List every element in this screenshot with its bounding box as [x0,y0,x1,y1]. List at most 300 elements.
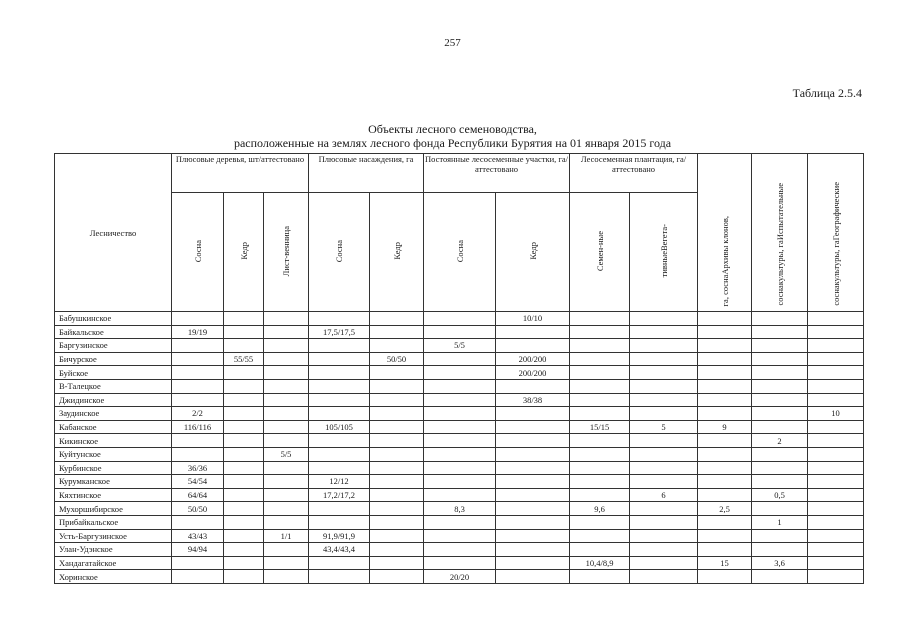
table-cell [808,570,864,584]
header-seed-plots: Постоянные лесосеменные участки, га/аттестовано [424,154,570,193]
table-cell [224,434,264,448]
subheader-kedr-2: Кедр [370,193,424,312]
table-cell: 15 [698,556,752,570]
table-cell [698,488,752,502]
table-cell [808,352,864,366]
table-cell [264,461,309,475]
table-cell [752,461,808,475]
table-cell [309,352,370,366]
table-cell [698,515,752,529]
table-row [55,325,864,339]
table-cell [224,529,264,543]
table-cell [172,379,224,393]
table-cell [424,475,496,489]
table-cell [172,339,224,353]
table-cell [808,529,864,543]
table-row [55,379,864,393]
table-cell [370,502,424,516]
table-cell [630,393,698,407]
table-cell [808,312,864,326]
table-cell [570,339,630,353]
table-cell [698,407,752,421]
table-cell: 43,4/43,4 [309,543,370,557]
table-cell [808,366,864,380]
table-cell [224,570,264,584]
row-lesnichestvo-name: Курумканское [55,475,172,489]
table-cell: 94/94 [172,543,224,557]
table-cell: 54/54 [172,475,224,489]
table-cell [370,461,424,475]
table-cell [496,488,570,502]
table-cell [496,407,570,421]
table-cell [224,461,264,475]
table-cell [570,379,630,393]
table-cell: 17,2/17,2 [309,488,370,502]
table-cell [808,434,864,448]
table-cell [752,570,808,584]
table-cell [698,475,752,489]
header-seed-plantation: Лесосеменная плантация, га/аттестовано [570,154,698,193]
table-row [55,475,864,489]
table-cell [698,325,752,339]
table-cell [570,352,630,366]
table-cell [496,461,570,475]
table-cell [752,502,808,516]
table-cell [309,379,370,393]
table-cell [630,366,698,380]
table-cell [752,475,808,489]
table-cell [424,515,496,529]
table-row [55,556,864,570]
table-cell [808,420,864,434]
table-row [55,570,864,584]
table-cell [698,339,752,353]
header-geo-cultures: соснакультуры, гаГеографические [808,154,864,312]
table-cell [496,325,570,339]
row-lesnichestvo-name: Байкальское [55,325,172,339]
table-cell [630,461,698,475]
table-cell [309,570,370,584]
table-cell [808,339,864,353]
table-cell [630,570,698,584]
table-cell: 5/5 [424,339,496,353]
table-cell [630,325,698,339]
table-cell [309,461,370,475]
row-lesnichestvo-name: Хоринское [55,570,172,584]
table-cell [808,515,864,529]
table-cell [172,393,224,407]
table-cell [424,312,496,326]
table-cell [370,325,424,339]
table-cell [808,461,864,475]
table-cell: 105/105 [309,420,370,434]
table-cell [808,379,864,393]
subheader-sosna-3: Сосна [424,193,496,312]
table-cell [309,434,370,448]
table-cell [424,352,496,366]
table-cell [370,488,424,502]
table-cell [370,339,424,353]
subheader-sosna-2: Сосна [309,193,370,312]
table-cell [424,447,496,461]
table-cell [752,339,808,353]
table-cell [424,420,496,434]
table-cell [224,475,264,489]
table-cell [808,325,864,339]
table-cell [630,339,698,353]
table-cell [309,515,370,529]
table-cell [808,502,864,516]
table-cell: 20/20 [424,570,496,584]
table-cell: 9 [698,420,752,434]
table-cell [630,379,698,393]
subheader-listvennica: Лист-венница [264,193,309,312]
table-cell [224,515,264,529]
table-cell: 10 [808,407,864,421]
header-plus-stands: Плюсовые насаждения, га [309,154,424,193]
subheader-sosna-1: Сосна [172,193,224,312]
table-cell [370,570,424,584]
table-cell [752,420,808,434]
table-cell [752,325,808,339]
table-cell [570,325,630,339]
row-lesnichestvo-name: Хандагатайское [55,556,172,570]
table-cell [630,515,698,529]
table-row [55,312,864,326]
table-cell [224,393,264,407]
table-cell: 0,5 [752,488,808,502]
table-cell [630,434,698,448]
table-cell [630,312,698,326]
table-cell: 50/50 [370,352,424,366]
table-cell [630,502,698,516]
table-cell [309,312,370,326]
row-lesnichestvo-name: Кабанское [55,420,172,434]
table-cell [570,461,630,475]
row-lesnichestvo-name: Усть-Баргузинское [55,529,172,543]
row-lesnichestvo-name: Бичурское [55,352,172,366]
table-cell [630,556,698,570]
table-row [55,407,864,421]
table-cell [570,488,630,502]
table-cell [370,556,424,570]
row-lesnichestvo-name: Бабушкинское [55,312,172,326]
table-cell [570,393,630,407]
table-cell [630,543,698,557]
table-cell: 5 [630,420,698,434]
subheader-kedr-1: Кедр [224,193,264,312]
table-cell [808,475,864,489]
table-cell [496,515,570,529]
table-cell [424,393,496,407]
table-cell [496,543,570,557]
table-cell [264,325,309,339]
table-cell [264,352,309,366]
subheader-kedr-3: Кедр [496,193,570,312]
table-cell: 19/19 [172,325,224,339]
table-cell [309,339,370,353]
table-cell [264,502,309,516]
table-cell [570,570,630,584]
row-lesnichestvo-name: В-Талецкое [55,379,172,393]
table-cell [370,393,424,407]
table-cell [630,475,698,489]
table-cell [370,543,424,557]
table-cell [370,379,424,393]
table-cell [172,434,224,448]
table-label: Таблица 2.5.4 [792,86,862,100]
table-cell [264,407,309,421]
title-line-1: Объекты лесного семеноводства, [368,122,537,136]
table-cell: 2/2 [172,407,224,421]
header-test-cultures: соснакультуры, гаИспытательные [752,154,808,312]
table-cell [698,447,752,461]
row-lesnichestvo-name: Кикинское [55,434,172,448]
table-cell: 8,3 [424,502,496,516]
table-cell [224,447,264,461]
row-lesnichestvo-name: Куйтунское [55,447,172,461]
table-cell [264,434,309,448]
row-lesnichestvo-name: Кяхтинское [55,488,172,502]
table-cell [752,366,808,380]
table-cell [264,393,309,407]
subheader-semennye: Семен-ные [570,193,630,312]
row-lesnichestvo-name: Улан-Удэнское [55,543,172,557]
table-cell [570,475,630,489]
table-cell [570,515,630,529]
table-cell [370,407,424,421]
table-cell: 6 [630,488,698,502]
header-lesnichestvo: Лесничество [55,154,172,312]
table-cell: 5/5 [264,447,309,461]
table-cell [309,393,370,407]
table-cell [224,543,264,557]
table-cell [309,447,370,461]
table-cell [424,434,496,448]
table-cell [496,502,570,516]
table-cell [370,515,424,529]
table-cell [496,447,570,461]
header-plus-trees: Плюсовые деревья, шт/аттестовано [172,154,309,193]
table-cell [264,570,309,584]
table-cell [424,556,496,570]
table-cell [496,339,570,353]
table-cell [264,339,309,353]
table-cell: 2,5 [698,502,752,516]
table-cell [698,461,752,475]
title-line-2: расположенные на землях лесного фонда Республики Бурятия на 01 января 2015 года [233,136,672,150]
table-cell [698,570,752,584]
table-cell [630,447,698,461]
table-cell [808,447,864,461]
table-cell [630,352,698,366]
row-lesnichestvo-name: Джидинское [55,393,172,407]
row-lesnichestvo-name: Заудинское [55,407,172,421]
table-cell [496,475,570,489]
table-cell [496,556,570,570]
table-cell [808,488,864,502]
row-lesnichestvo-name: Баргузинское [55,339,172,353]
table-cell [570,529,630,543]
table-cell [370,475,424,489]
table-cell [630,529,698,543]
table-cell [264,420,309,434]
table-row [55,488,864,502]
table-row [55,339,864,353]
table-cell [309,407,370,421]
table-cell [224,366,264,380]
table-cell [698,312,752,326]
row-lesnichestvo-name: Буйское [55,366,172,380]
table-cell [698,393,752,407]
table-cell [570,447,630,461]
table-cell [496,379,570,393]
table-cell [224,339,264,353]
header-clone-archives: га, соснаАрхивы клонов, [698,154,752,312]
subheader-vegetativnye: тивныеВегета- [630,193,698,312]
row-lesnichestvo-name: Прибайкальское [55,515,172,529]
table-cell [496,529,570,543]
table-cell [698,379,752,393]
table-cell [808,543,864,557]
table-cell [264,488,309,502]
table-cell [224,502,264,516]
table-cell [570,434,630,448]
table-cell [570,312,630,326]
table-cell [808,556,864,570]
table-cell [172,556,224,570]
table-cell [424,366,496,380]
table-cell [172,570,224,584]
table-row [55,420,864,434]
table-cell [264,543,309,557]
table-cell [309,556,370,570]
table-row [55,461,864,475]
table-cell [424,325,496,339]
table-cell [424,379,496,393]
seed-objects-table [54,153,864,584]
table-cell: 9,6 [570,502,630,516]
table-cell [224,379,264,393]
table-cell [264,379,309,393]
table-cell [370,434,424,448]
table-cell [496,434,570,448]
table-cell [309,502,370,516]
table-cell [370,529,424,543]
table-cell: 10,4/8,9 [570,556,630,570]
table-cell [752,543,808,557]
table-cell: 50/50 [172,502,224,516]
table-cell [752,379,808,393]
page-number: 257 [444,37,461,49]
table-cell [698,352,752,366]
table-row [55,543,864,557]
table-cell [172,366,224,380]
table-cell: 1/1 [264,529,309,543]
table-cell [224,312,264,326]
table-cell: 12/12 [309,475,370,489]
table-cell: 116/116 [172,420,224,434]
table-cell [370,366,424,380]
table-title [0,122,905,150]
table-cell [264,312,309,326]
table-cell: 55/55 [224,352,264,366]
table-cell [172,515,224,529]
table-cell [698,434,752,448]
table-cell: 64/64 [172,488,224,502]
table-cell [264,556,309,570]
table-cell [752,393,808,407]
table-cell [570,407,630,421]
table-cell [698,529,752,543]
table-cell [808,393,864,407]
table-row [55,393,864,407]
table-cell: 2 [752,434,808,448]
table-cell: 15/15 [570,420,630,434]
table-cell [752,352,808,366]
table-cell [570,543,630,557]
table-cell [370,312,424,326]
table-cell [752,312,808,326]
table-cell [224,325,264,339]
table-cell [424,488,496,502]
table-cell: 36/36 [172,461,224,475]
table-cell [172,352,224,366]
table-cell: 1 [752,515,808,529]
table-cell [224,420,264,434]
table-cell [698,543,752,557]
table-cell [370,447,424,461]
table-row [55,529,864,543]
table-cell [424,543,496,557]
table-cell [172,447,224,461]
table-cell [309,366,370,380]
table-cell [424,407,496,421]
table-cell [698,366,752,380]
table-row [55,447,864,461]
table-cell [496,420,570,434]
table-cell [752,407,808,421]
table-cell: 43/43 [172,529,224,543]
table-cell: 17,5/17,5 [309,325,370,339]
table-row [55,515,864,529]
table-cell [630,407,698,421]
table-cell: 3,6 [752,556,808,570]
table-cell [264,475,309,489]
table-row [55,352,864,366]
table-cell [224,556,264,570]
table-cell: 200/200 [496,366,570,380]
table-cell: 91,9/91,9 [309,529,370,543]
table-cell: 200/200 [496,352,570,366]
table-cell [424,461,496,475]
table-cell [424,529,496,543]
table-row [55,366,864,380]
table-cell: 10/10 [496,312,570,326]
table-cell [224,488,264,502]
table-row [55,434,864,448]
table-cell [224,407,264,421]
table-cell [752,447,808,461]
row-lesnichestvo-name: Курбинское [55,461,172,475]
table-cell [496,570,570,584]
table-cell [172,312,224,326]
table-cell [264,515,309,529]
table-cell [264,366,309,380]
table-cell [570,366,630,380]
table-cell [752,529,808,543]
table-cell: 38/38 [496,393,570,407]
